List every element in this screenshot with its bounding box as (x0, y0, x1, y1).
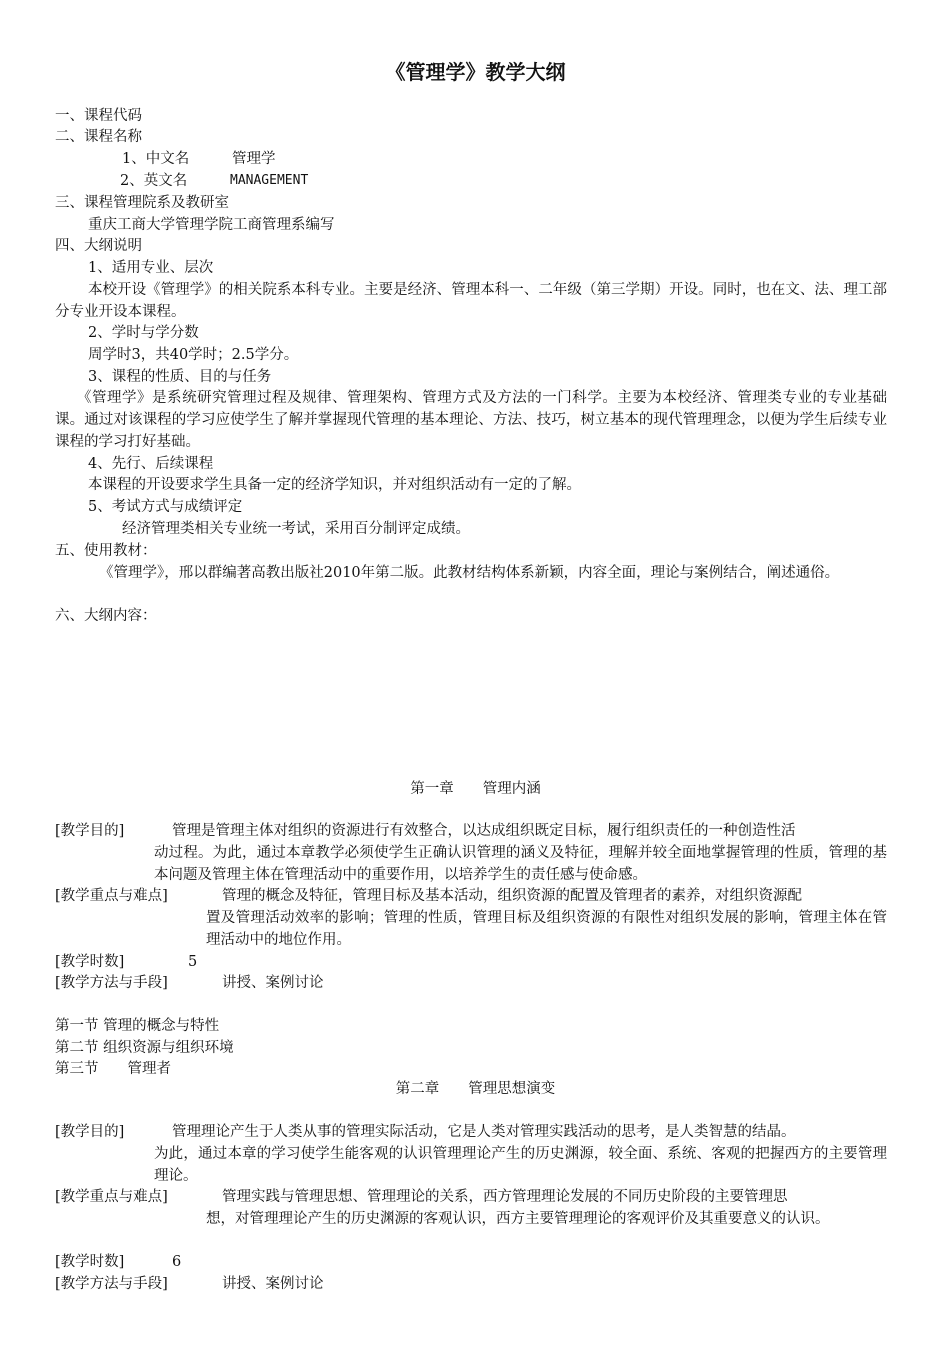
heading-textbook: 五、使用教材： (55, 543, 157, 559)
subheading-prerequisites: 4、先行、后续课程 (88, 456, 214, 472)
ch2-method-value: 讲授、案例讨论 (222, 1276, 324, 1292)
subheading-hours-credits: 2、学时与学分数 (88, 325, 199, 341)
heading-course-name: 二、课程名称 (55, 129, 142, 145)
ch1-method-tag: [教学方法与手段] (55, 975, 168, 991)
exam-text: 经济管理类相关专业统一考试，采用百分制评定成绩。 (122, 521, 470, 537)
subheading-exam: 5、考试方式与成绩评定 (88, 499, 243, 515)
chapter-2-heading: 第二章 管理思想演变 (395, 1081, 556, 1097)
prerequisites-text: 本课程的开设要求学生具备一定的经济学知识，并对组织活动有一定的了解。 (88, 477, 581, 493)
ch1-section-2: 第二节 组织资源与组织环境 (55, 1040, 234, 1056)
ch2-key-tag: [教学重点与难点] (55, 1189, 168, 1205)
ch1-key-first-line: 管理的概念及特征，管理目标及基本活动，组织资源的配置及管理者的素养，对组织资源配 (222, 888, 802, 904)
ch1-key-text: 置及管理活动效率的影响；管理的性质，管理目标及组织资源的有限性对组织发展的影响，管理主体在管理活动中的地位作用。 (206, 910, 887, 948)
ch2-goal-text: 为此，通过本章的学习使学生能客观的认识管理理论产生的历史渊源，较全面、系统、客观的把握西方的主要管理理论。 (154, 1146, 887, 1184)
ch1-key-tag: [教学重点与难点] (55, 888, 168, 904)
majors-text: 本校开设《管理学》的相关院系本科专业。主要是经济、管理本科一、二年级（第三学期）开设。同时，也在文、法、理工部分专业开设本课程。 (55, 282, 887, 320)
en-name-label: 2、英文名 (120, 173, 188, 189)
heading-syllabus-notes: 四、大纲说明 (55, 238, 142, 254)
ch2-hours-tag: [教学时数] (55, 1254, 125, 1270)
ch2-method-tag: [教学方法与手段] (55, 1276, 168, 1292)
ch1-section-1: 第一节 管理的概念与特性 (55, 1018, 220, 1034)
ch1-section-3: 第三节 管理者 (55, 1061, 171, 1077)
ch1-goal-tag: [教学目的] (55, 823, 125, 839)
heading-department: 三、课程管理院系及教研室 (55, 195, 229, 211)
en-name-value: MANAGEMENT (230, 173, 309, 188)
heading-content: 六、大纲内容： (55, 608, 157, 624)
textbook-text: 《管理学》，邢以群编著高教出版社2010年第二版。此教材结构体系新颖，内容全面，理论与案例结合，阐述通俗。 (99, 565, 840, 581)
cn-name-value: 管理学 (232, 151, 276, 167)
chapter-1-heading: 第一章 管理内涵 (410, 781, 541, 797)
ch2-key-text: 想，对管理理论产生的历史渊源的客观认识，西方主要管理理论的客观评价及其重要意义的认识。 (206, 1211, 830, 1227)
ch1-hours-tag: [教学时数] (55, 954, 125, 970)
ch2-goal-first-line: 管理理论产生于人类从事的管理实际活动，它是人类对管理实践活动的思考，是人类智慧的结晶。 (172, 1124, 796, 1140)
hours-credits-text: 周学时3，共40学时；2.5学分。 (88, 347, 299, 363)
ch1-hours-value: 5 (188, 954, 198, 970)
nature-text: 《管理学》是系统研究管理过程及规律、管理架构、管理方式及方法的一门科学。主要为本校经济、管理类专业的专业基础课。通过对该课程的学习应使学生了解并掌握现代管理的基本理论、方法、技巧，树立基本的现代管理理念，以便为学生后续专业课程的学习打好基础。 (55, 390, 887, 450)
ch1-goal-first-line: 管理是管理主体对组织的资源进行有效整合，以达成组织既定目标，履行组织责任的一种创造性活 (172, 823, 796, 839)
ch2-hours-value: 6 (172, 1254, 182, 1270)
cn-name-label: 1、中文名 (122, 151, 190, 167)
ch2-key-first-line: 管理实践与管理思想、管理理论的关系，西方管理理论发展的不同历史阶段的主要管理思 (222, 1189, 788, 1205)
subheading-majors: 1、适用专业、层次 (88, 260, 214, 276)
ch1-method-value: 讲授、案例讨论 (222, 975, 324, 991)
heading-course-code: 一、课程代码 (55, 108, 142, 124)
ch2-goal-tag: [教学目的] (55, 1124, 125, 1140)
department-value: 重庆工商大学管理学院工商管理系编写 (88, 217, 335, 233)
page-title: 《管理学》教学大纲 (385, 60, 566, 84)
subheading-nature: 3、课程的性质、目的与任务 (88, 369, 272, 385)
ch1-goal-text: 动过程。为此，通过本章教学必须使学生正确认识管理的涵义及特征，理解并较全面地掌握管理的性质，管理的基本问题及管理主体在管理活动中的重要作用，以培养学生的责任感与使命感。 (154, 845, 887, 883)
